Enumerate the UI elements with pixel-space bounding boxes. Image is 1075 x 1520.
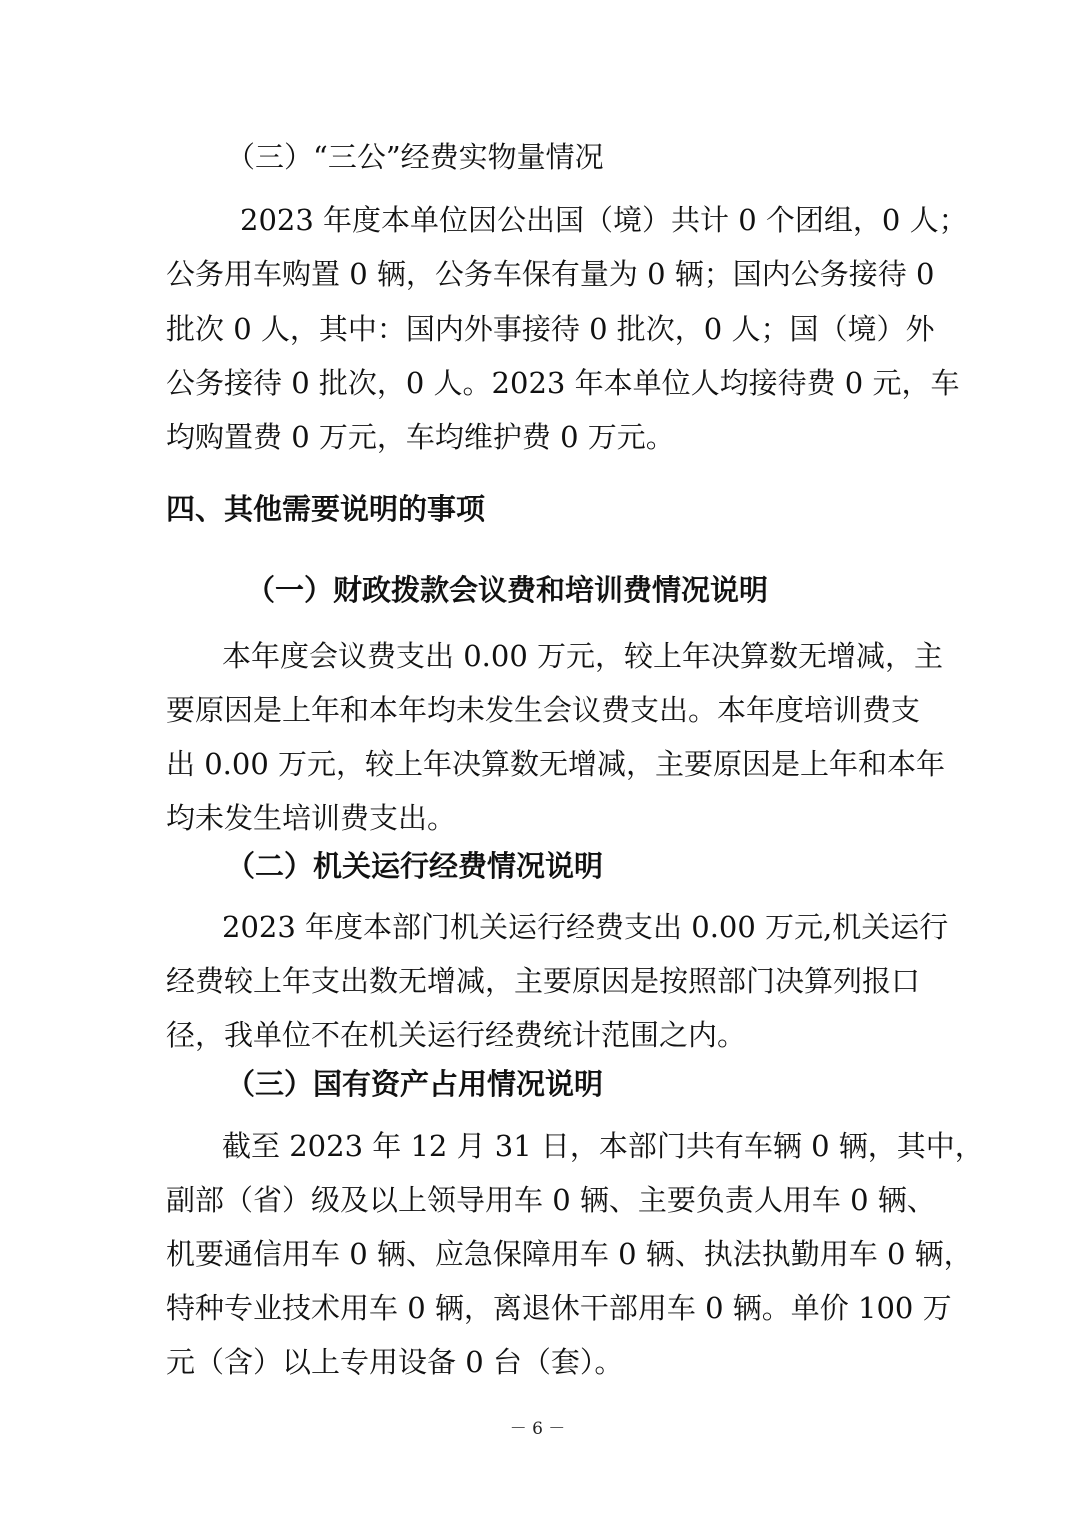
paragraph-line: 2023 年度本部门机关运行经费支出 0.00 万元,机关运行 [222, 910, 949, 944]
paragraph-line: 本年度会议费支出 0.00 万元，较上年决算数无增减，主 [222, 639, 944, 673]
paragraph-line: 截至 2023 年 12 月 31 日，本部门共有车辆 0 辆，其中， [222, 1129, 984, 1163]
paragraph-line: 公务用车购置 0 辆，公务车保有量为 0 辆；国内公务接待 0 [166, 257, 935, 291]
page-number: － 6 － [509, 1419, 566, 1439]
paragraph-line: 径，我单位不在机关运行经费统计范围之内。 [166, 1018, 747, 1052]
paragraph-line: 机要通信用车 0 辆、应急保障用车 0 辆、执法执勤用车 0 辆， [166, 1237, 973, 1271]
paragraph-line: 公务接待 0 批次，0 人。2023 年本单位人均接待费 0 元，车 [166, 366, 960, 400]
paragraph-line: 特种专业技术用车 0 辆，离退休干部用车 0 辆。单价 100 万 [166, 1291, 952, 1325]
paragraph-line: 均购置费 0 万元，车均维护费 0 万元。 [166, 420, 675, 454]
section-heading: 四、其他需要说明的事项 [166, 492, 486, 526]
paragraph-line: 均未发生培训费支出。 [166, 801, 457, 835]
paragraph-line: 副部（省）级及以上领导用车 0 辆、主要负责人用车 0 辆、 [166, 1183, 936, 1217]
subsection-heading: （一）财政拨款会议费和培训费情况说明 [246, 573, 769, 607]
subsection-heading: （三）国有资产占用情况说明 [226, 1067, 604, 1101]
paragraph-line: 元（含）以上专用设备 0 台（套）。 [166, 1345, 624, 1379]
paragraph-line: 经费较上年支出数无增减，主要原因是按照部门决算列报口 [166, 964, 921, 998]
paragraph-line: 批次 0 人，其中：国内外事接待 0 批次，0 人；国（境）外 [166, 312, 935, 346]
paragraph-line: 出 0.00 万元，较上年决算数无增减，主要原因是上年和本年 [166, 747, 946, 781]
paragraph-line: 要原因是上年和本年均未发生会议费支出。本年度培训费支 [166, 693, 921, 727]
subsection-heading: （三）“三公”经费实物量情况 [226, 140, 604, 174]
subsection-heading: （二）机关运行经费情况说明 [226, 849, 604, 883]
paragraph-line: 2023 年度本单位因公出国（境）共计 0 个团组，0 人； [240, 203, 968, 237]
